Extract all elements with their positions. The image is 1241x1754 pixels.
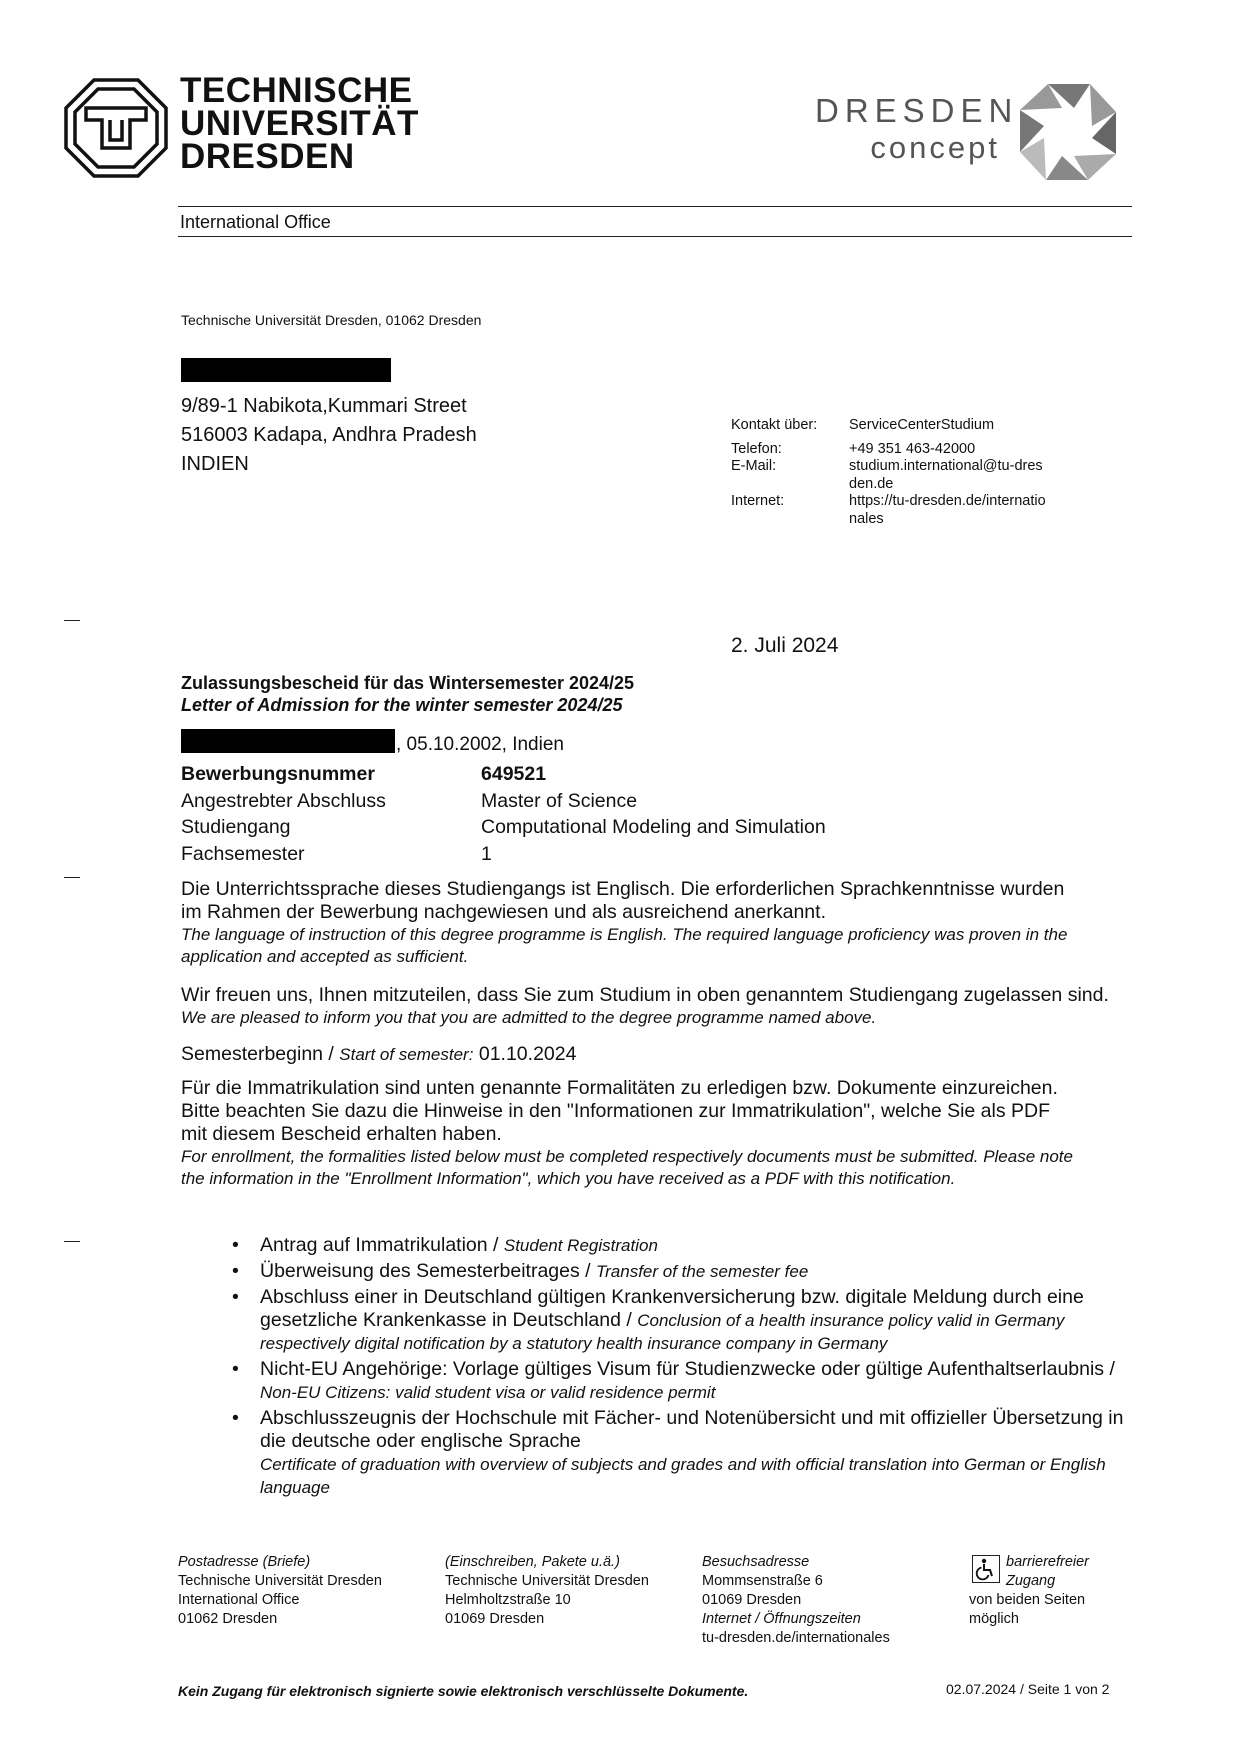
contact-row <box>731 458 1049 493</box>
redacted-recipient-name <box>181 358 391 382</box>
list-item: • Abschluss einer in Deutschland gültigen Krankenversicherung bzw. digitale Meldung durch eine gesetzliche Krankenkasse in Deutschland / Conclusion of a health insurance policy valid in Germany respectively digital notification by a statutory health insurance company in Germany <box>232 1286 1084 1353</box>
fold-mark <box>64 620 80 621</box>
detail-row <box>181 843 826 870</box>
footer-access-info: barrierefreier Zugang <box>1006 1554 1089 1589</box>
contact-key: E-Mail: <box>731 458 777 474</box>
header-rule-top <box>178 206 1132 207</box>
sender-return-address: Technische Universität Dresden, 01062 Dresden <box>181 312 482 328</box>
detail-value: 1 <box>481 842 492 865</box>
redacted-applicant-name <box>181 729 395 753</box>
header-rule-bottom <box>178 236 1132 237</box>
fold-mark <box>64 1241 80 1242</box>
applicant-birth-country: , 05.10.2002, Indien <box>396 734 564 755</box>
enrollment-paragraph <box>181 1077 1081 1190</box>
list-item: • Überweisung des Semesterbeitrages / Transfer of the semester fee <box>232 1260 809 1282</box>
list-item: • Nicht-EU Angehörige: Vorlage gültiges Visum für Studienzwecke oder gültige Aufenthaltserlaubnis / Non-EU Citizens: valid student visa or valid residence permit <box>232 1358 1115 1402</box>
admission-german: Wir freuen uns, Ihnen mitzuteilen, dass Sie zum Studium in oben genanntem Studiengang zugelassen sind. <box>181 984 1109 1006</box>
detail-row <box>181 763 826 790</box>
dresden-concept-emblem <box>1012 76 1124 188</box>
dresden-concept-wordmark: DRESDEN concept <box>815 92 1019 165</box>
semester-start-date: 01.10.2024 <box>473 1043 577 1065</box>
address-line: INDIEN <box>181 453 249 475</box>
language-english: The language of instruction of this degree programme is English. The required language proficiency was proven in the application and accepted as sufficient. <box>181 925 1068 966</box>
wheelchair-accessibility-icon <box>972 1555 1000 1583</box>
footer-parcel-address: (Einschreiben, Pakete u.ä.) Technische Universität Dresden Helmholtzstraße 10 01069 Dresden <box>445 1554 649 1627</box>
contact-row <box>731 417 1049 435</box>
contact-key: Kontakt über: <box>731 417 818 433</box>
subject-english: Letter of Admission for the winter semester 2024/25 <box>181 695 623 715</box>
contact-website[interactable]: https://tu-dresden.de/internationales <box>849 493 1046 527</box>
footer-access-details: von beiden Seiten möglich <box>969 1592 1086 1627</box>
admission-english: We are pleased to inform you that you are admitted to the degree programme named above. <box>181 1008 877 1027</box>
contact-key: Internet: <box>731 493 785 509</box>
detail-key: Bewerbungsnummer <box>181 763 375 785</box>
footer-visit-address: Besuchsadresse Mommsenstraße 6 01069 Dresden Internet / Öffnungszeiten tu-dresden.de/internationales <box>702 1554 890 1646</box>
contact-value: +49 351 463-42000 <box>849 440 976 457</box>
detail-row <box>181 816 826 843</box>
detail-value: Computational Modeling and Simulation <box>481 816 826 838</box>
enrollment-german: Für die Immatrikulation sind unten genannte Formalitäten zu erledigen bzw. Dokumente einzureichen. Bitte beachten Sie dazu die Hinweise in den "Informationen zur Immatrikulation", welche Sie als PDF mit diesem Bescheid erhalten haben. <box>181 1077 1058 1145</box>
detail-key: Fachsemester <box>181 842 305 865</box>
contact-block <box>731 417 1049 528</box>
fold-mark <box>64 877 80 878</box>
admission-paragraph <box>181 984 1161 1029</box>
footer-postal-address: Postadresse (Briefe) Technische Universität Dresden International Office 01062 Dresden <box>178 1554 382 1627</box>
application-number: 649521 <box>481 763 547 785</box>
address-line: 516003 Kadapa, Andhra Pradesh <box>181 424 477 446</box>
requirements-list <box>230 1234 1135 1502</box>
letter-date: 2. Juli 2024 <box>731 634 839 657</box>
page-number: 02.07.2024 / Seite 1 von 2 <box>946 1681 1110 1697</box>
subject-german: Zulassungsbescheid für das Wintersemester 2024/25 <box>181 673 635 693</box>
contact-value: ServiceCenterStudium <box>849 417 995 433</box>
footer-website-link[interactable]: tu-dresden.de/internationales <box>702 1630 890 1646</box>
detail-key: Angestrebter Abschluss <box>181 789 386 812</box>
contact-email[interactable]: studium.international@tu-dresden.de <box>849 458 1043 492</box>
tud-logo-wordmark: TECHNISCHE UNIVERSITÄT DRESDEN <box>180 71 419 176</box>
detail-value: Master of Science <box>481 789 638 812</box>
list-item: • Abschlusszeugnis der Hochschule mit Fächer- und Notenübersicht und mit offizieller Übersetzung in die deutsche oder englische Sprache Certificate of graduation with overview of subjects and grades and with official translation into German or English language <box>232 1407 1124 1497</box>
contact-key: Telefon: <box>731 440 782 457</box>
contact-row <box>731 493 1049 528</box>
semester-start: Semesterbeginn / Start of semester: 01.10.2024 <box>181 1043 577 1065</box>
detail-row <box>181 790 826 817</box>
electronic-documents-notice: Kein Zugang für elektronisch signierte sowie elektronisch verschlüsselte Dokumente. <box>178 1683 749 1699</box>
enrollment-english: For enrollment, the formalities listed below must be completed respectively documents must be submitted. Please note the information in the "Enrollment Information", which you have received as a PDF with this notification. <box>181 1147 1073 1188</box>
address-line: 9/89-1 Nabikota,Kummari Street <box>181 395 467 417</box>
tud-logo-emblem <box>64 78 168 178</box>
office-label: International Office <box>180 212 331 232</box>
contact-row <box>731 441 1049 459</box>
subject <box>181 672 634 716</box>
language-german: Die Unterrichtssprache dieses Studiengangs ist Englisch. Die erforderlichen Sprachkenntnisse wurden im Rahmen der Bewerbung nachgewiesen und als ausreichend anerkannt. <box>181 878 1065 923</box>
list-item: • Antrag auf Immatrikulation / Student Registration <box>232 1234 658 1256</box>
detail-key: Studiengang <box>181 816 291 838</box>
recipient-address <box>181 392 477 479</box>
admission-details <box>181 763 826 869</box>
language-paragraph <box>181 878 1081 968</box>
